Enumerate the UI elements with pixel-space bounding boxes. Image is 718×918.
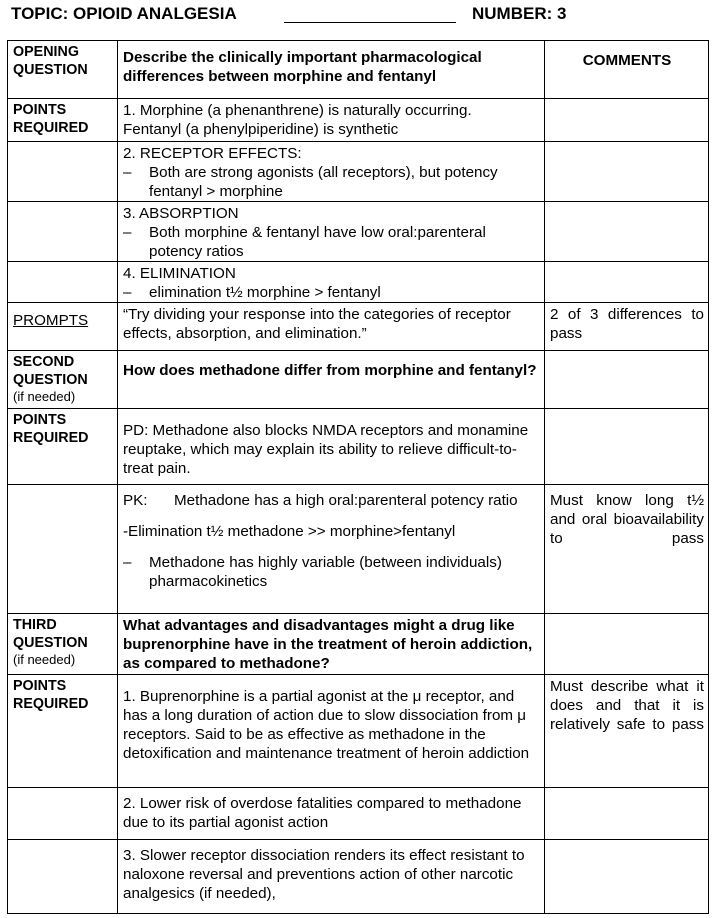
points1-item4-bullet bbox=[123, 283, 540, 302]
dash-marker: – bbox=[123, 224, 132, 241]
points2-pd-row bbox=[8, 409, 709, 485]
points2-pk-row bbox=[8, 485, 709, 614]
third-label-line2: QUESTION bbox=[13, 635, 88, 651]
pk-text: Methadone has a high oral:parenteral potency ratio bbox=[174, 492, 518, 509]
points1-item2 bbox=[118, 142, 545, 202]
points2-label-line1: POINTS bbox=[13, 412, 67, 428]
points3-item2-row bbox=[8, 788, 709, 840]
points1-item2-comment bbox=[545, 142, 709, 202]
prompts-row bbox=[8, 303, 709, 351]
points1-item1-line1: 1. Morphine (a phenanthrene) is naturally occurring. bbox=[123, 102, 472, 119]
second-question-row bbox=[8, 351, 709, 409]
points-row-3 bbox=[8, 202, 709, 262]
third-label-line1: THIRD bbox=[13, 617, 57, 633]
prompts-text: “Try dividing your response into the categories of receptor effects, absorption, and elimination.” bbox=[118, 303, 545, 351]
opening-question-row bbox=[8, 41, 709, 99]
points2-variability bbox=[123, 553, 540, 591]
empty-label-cell bbox=[8, 142, 118, 202]
spacer bbox=[123, 510, 540, 522]
points3-item3: 3. Slower receptor dissociation renders its effect resistant to naloxone reversal and preventions action of other narcotic analgesics (if needed), bbox=[118, 840, 545, 914]
points-row-1 bbox=[8, 99, 709, 142]
third-label bbox=[8, 614, 118, 675]
points2-pk-comment: Must know long t½ and oral bioavailability to pass bbox=[545, 485, 709, 614]
points3-item1-row bbox=[8, 675, 709, 788]
points1-item3-text: Both morphine & fentanyl have low oral:parenteral potency ratios bbox=[149, 224, 486, 260]
points1-label-line2: REQUIRED bbox=[13, 120, 89, 136]
second-label bbox=[8, 351, 118, 409]
third-question-text: What advantages and disadvantages might a drug like buprenorphine have in the treatment of heroin addiction, as compared to methadone? bbox=[118, 614, 545, 675]
opening-label-line1: OPENING bbox=[13, 44, 79, 60]
opening-question-text: Describe the clinically important pharmacological differences between morphine and fentanyl bbox=[118, 41, 545, 99]
third-label-note: (if needed) bbox=[13, 652, 76, 667]
spacer bbox=[123, 541, 540, 553]
empty-label-cell bbox=[8, 788, 118, 840]
second-question-comment bbox=[545, 351, 709, 409]
dash-marker: – bbox=[123, 164, 132, 181]
points2-label-line2: REQUIRED bbox=[13, 430, 89, 446]
points2-pk-cell bbox=[118, 485, 545, 614]
points3-item2: 2. Lower risk of overdose fatalities compared to methadone due to its partial agonist action bbox=[118, 788, 545, 840]
empty-label-cell bbox=[8, 202, 118, 262]
points3-item2-comment bbox=[545, 788, 709, 840]
points2-pk bbox=[123, 491, 540, 510]
empty-label-cell bbox=[8, 485, 118, 614]
points-row-2 bbox=[8, 142, 709, 202]
points1-item2-bullet bbox=[123, 163, 540, 201]
page-header bbox=[11, 4, 711, 28]
second-label-line2: QUESTION bbox=[13, 372, 88, 388]
points1-item2-head: 2. RECEPTOR EFFECTS: bbox=[123, 145, 302, 162]
opening-label bbox=[8, 41, 118, 99]
points3-item1-comment: Must describe what it does and that it is relatively safe to pass bbox=[545, 675, 709, 788]
points3-label bbox=[8, 675, 118, 788]
points1-item4-text: elimination t½ morphine > fentanyl bbox=[149, 284, 381, 301]
second-question-text: How does methadone differ from morphine and fentanyl? bbox=[118, 351, 545, 409]
points1-item1 bbox=[118, 99, 545, 142]
points3-label-line2: REQUIRED bbox=[13, 696, 89, 712]
points1-label bbox=[8, 99, 118, 142]
points3-item1: 1. Buprenorphine is a partial agonist at the μ receptor, and has a long duration of action due to slow dissociation from μ receptors. Said to be as effective as methadone in the detoxification and maintenance treatment of heroin addiction bbox=[118, 675, 545, 788]
points2-elimination: -Elimination t½ methadone >> morphine>fentanyl bbox=[123, 523, 456, 540]
pk-key: PK: bbox=[123, 492, 148, 509]
points1-item3-head: 3. ABSORPTION bbox=[123, 205, 239, 222]
points-row-4 bbox=[8, 262, 709, 303]
points2-pd-comment bbox=[545, 409, 709, 485]
comments-header: COMMENTS bbox=[545, 41, 709, 99]
points1-item3-bullet bbox=[123, 223, 540, 261]
points3-item3-comment bbox=[545, 840, 709, 914]
points1-item2-text: Both are strong agonists (all receptors), but potency fentanyl > morphine bbox=[149, 164, 498, 200]
points2-pd-text: PD: Methadone also blocks NMDA receptors and monamine reuptake, which may explain its ability to relieve difficult-to-treat pain. bbox=[118, 409, 545, 485]
second-label-note: (if needed) bbox=[13, 389, 76, 404]
empty-label-cell bbox=[8, 262, 118, 303]
points1-item4 bbox=[118, 262, 545, 303]
points1-item4-head: 4. ELIMINATION bbox=[123, 265, 236, 282]
prompts-comment: 2 of 3 differences to pass bbox=[545, 303, 709, 351]
third-question-comment bbox=[545, 614, 709, 675]
topic-number: NUMBER: 3 bbox=[472, 4, 567, 23]
dash-marker: – bbox=[123, 554, 132, 571]
points3-item3-row bbox=[8, 840, 709, 914]
dash-marker: – bbox=[123, 284, 132, 301]
points1-item3 bbox=[118, 202, 545, 262]
points3-label-line1: POINTS bbox=[13, 678, 67, 694]
points1-label-line1: POINTS bbox=[13, 102, 67, 118]
exam-question-table bbox=[7, 40, 709, 914]
topic-title: TOPIC: OPIOID ANALGESIA bbox=[11, 4, 237, 23]
points1-item1-comment bbox=[545, 99, 709, 142]
points2-variability-text: Methadone has highly variable (between individuals) pharmacokinetics bbox=[149, 554, 502, 590]
third-question-row bbox=[8, 614, 709, 675]
topic-blank-line bbox=[284, 22, 456, 23]
prompts-label: PROMPTS bbox=[13, 312, 89, 329]
second-label-line1: SECOND bbox=[13, 354, 75, 370]
empty-label-cell bbox=[8, 840, 118, 914]
points2-label bbox=[8, 409, 118, 485]
points1-item4-comment bbox=[545, 262, 709, 303]
points1-item1-line2: Fentanyl (a phenylpiperidine) is synthetic bbox=[123, 121, 399, 138]
points1-item3-comment bbox=[545, 202, 709, 262]
prompts-label-cell bbox=[8, 303, 118, 351]
opening-label-line2: QUESTION bbox=[13, 62, 88, 78]
